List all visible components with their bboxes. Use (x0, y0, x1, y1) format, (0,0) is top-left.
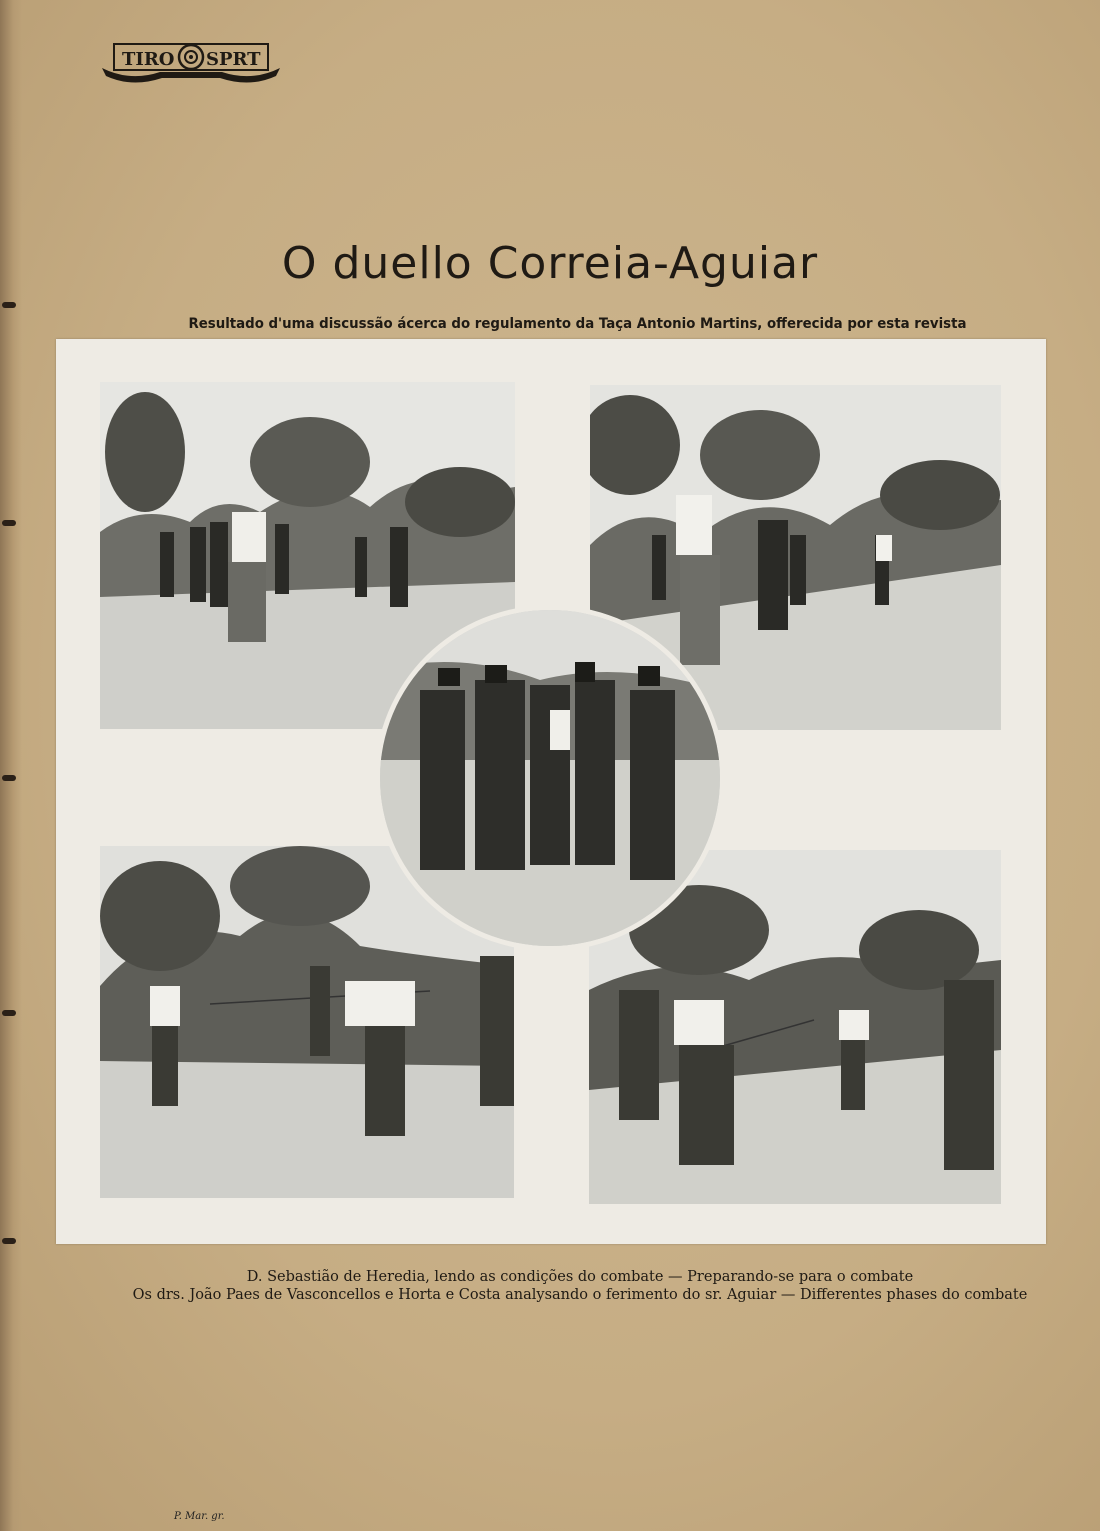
svg-text:SPRT: SPRT (206, 49, 261, 70)
article-subtitle: Resultado d'uma discussão ácerca do regulamento da Taça Antonio Martins, offerecida por esta revista (188, 316, 967, 332)
caption-line-1: D. Sebastião de Heredia, lendo as condições do combate — Preparando-se para o combate (246, 1269, 914, 1285)
binding-hole (2, 1238, 16, 1244)
binding-hole (2, 302, 16, 308)
binding-hole (2, 1010, 16, 1016)
article-title: O duello Correia-Aguiar (281, 238, 819, 289)
photo-doctors-examining-wound (375, 605, 725, 951)
caption-line-2: Os drs. João Paes de Vasconcellos e Horta e Costa analysando o ferimento do sr. Aguiar — Differentes phases do combate (132, 1287, 1028, 1303)
binding-hole (2, 520, 16, 526)
photo-credit: P. Mar. gr. (174, 1511, 225, 1522)
masthead-logo (100, 38, 282, 84)
binding-hole (2, 775, 16, 781)
svg-text:TIRO: TIRO (122, 49, 175, 70)
